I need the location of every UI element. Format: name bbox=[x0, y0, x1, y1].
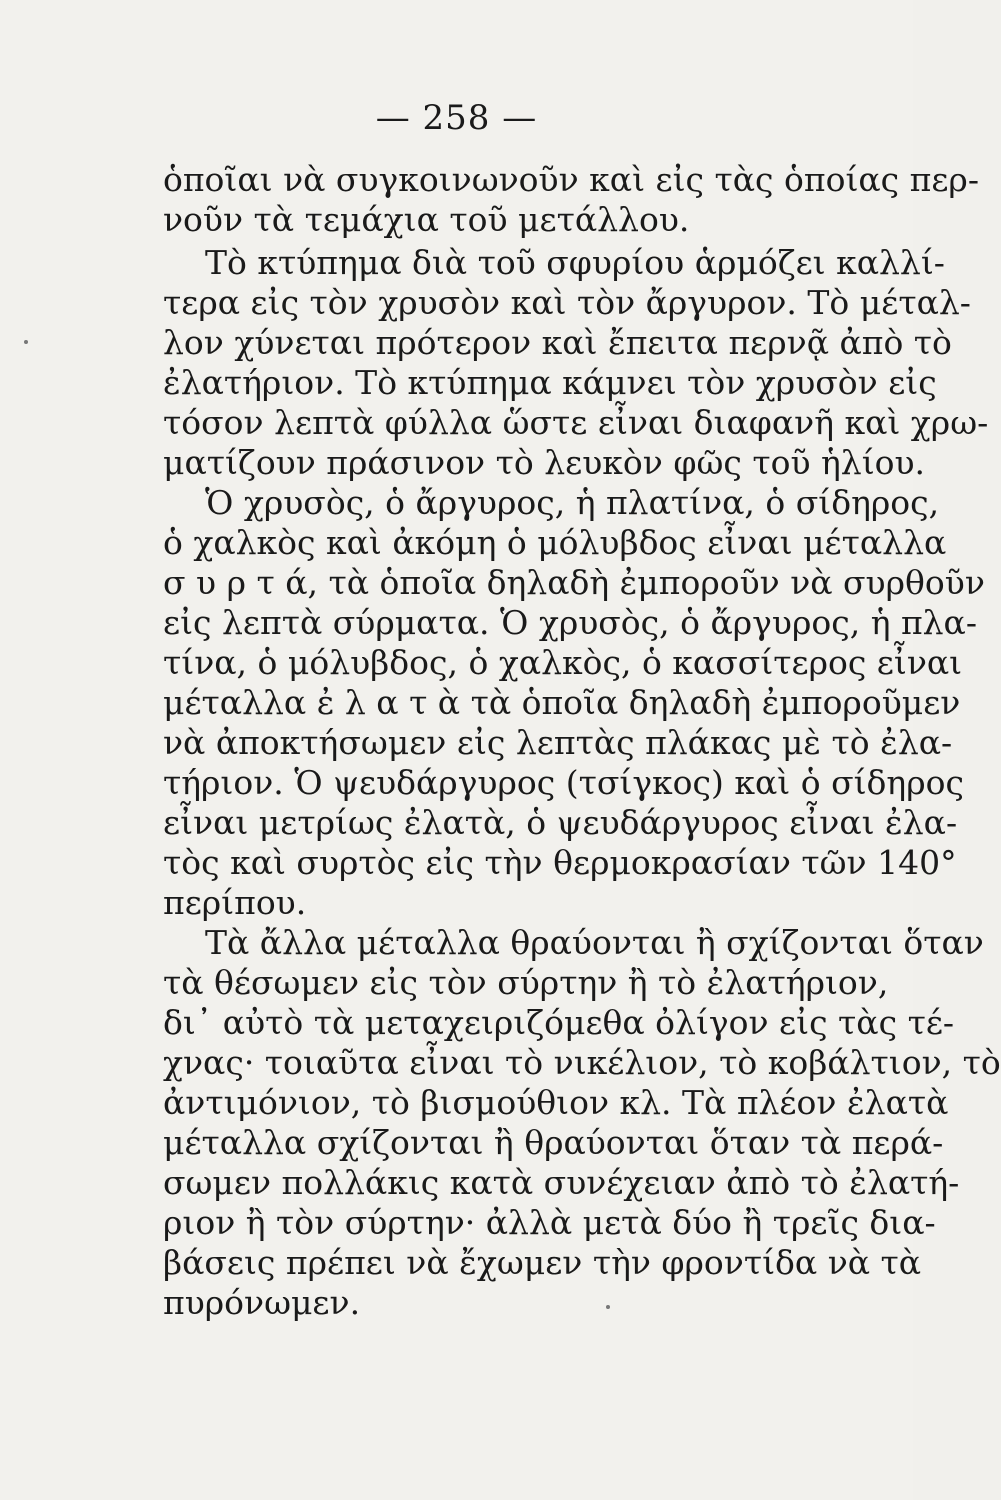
text-line: βάσεις πρέπει νὰ ἔχωμεν τὴν φροντίδα νὰ τὰ bbox=[163, 1243, 922, 1282]
text-line: τὰ θέσωμεν εἰς τὸν σύρτην ἢ τὸ ἐλατήριον, bbox=[163, 963, 889, 1002]
text-line: μέταλλα σχίζονται ἢ θραύονται ὅταν τὰ περά- bbox=[163, 1123, 944, 1162]
text-line: τὸς καὶ συρτὸς εἰς τὴν θερμοκρασίαν τῶν 140° bbox=[163, 843, 957, 882]
text-line: λον χύνεται πρότερον καὶ ἔπειτα περνᾷ ἀπὸ τὸ bbox=[163, 323, 952, 362]
text-line: Τὸ κτύπημα διὰ τοῦ σφυρίου ἁρμόζει καλλί- bbox=[205, 243, 945, 282]
text-line: χνας· τοιαῦτα εἶναι τὸ νικέλιον, τὸ κοβάλτιον, τὸ bbox=[163, 1043, 1001, 1082]
text-line: δι᾽ αὐτὸ τὰ μεταχειριζόμεθα ὀλίγον εἰς τὰς τέ- bbox=[163, 1003, 955, 1042]
text-line: ὁ χαλκὸς καὶ ἀκόμη ὁ μόλυβδος εἶναι μέταλλα bbox=[163, 523, 947, 562]
text-line: Ὁ χρυσὸς, ὁ ἄργυρος, ἡ πλατίνα, ὁ σίδηρος, bbox=[205, 483, 940, 522]
text-line: περίπου. bbox=[163, 883, 307, 922]
text-line: ὁποῖαι νὰ συγκοινωνοῦν καὶ εἰς τὰς ὁποίας περ- bbox=[163, 160, 979, 199]
text-line: σ υ ρ τ ά, τὰ ὁποῖα δηλαδὴ ἐμποροῦν νὰ συρθοῦν bbox=[163, 563, 985, 602]
text-line: τόσον λεπτὰ φύλλα ὥστε εἶναι διαφανῆ καὶ χρω- bbox=[163, 403, 989, 442]
text-line: Τὰ ἄλλα μέταλλα θραύονται ἢ σχίζονται ὅταν bbox=[205, 923, 984, 962]
paper-speck bbox=[606, 1305, 610, 1309]
text-line: πυρόνωμεν. bbox=[163, 1283, 361, 1322]
text-line: τίνα, ὁ μόλυβδος, ὁ χαλκὸς, ὁ κασσίτερος εἶναι bbox=[163, 643, 963, 682]
text-line: σωμεν πολλάκις κατὰ συνέχειαν ἀπὸ τὸ ἐλατή- bbox=[163, 1163, 960, 1202]
paper-speck bbox=[24, 340, 28, 344]
text-line: τερα εἰς τὸν χρυσὸν καὶ τὸν ἄργυρον. Τὸ μέταλ- bbox=[163, 283, 971, 322]
text-line: νὰ ἀποκτήσωμεν εἰς λεπτὰς πλάκας μὲ τὸ ἐλα- bbox=[163, 723, 953, 762]
text-line: ἐλατήριον. Τὸ κτύπημα κάμνει τὸν χρυσὸν εἰς bbox=[163, 363, 937, 402]
text-line: ματίζουν πράσινον τὸ λευκὸν φῶς τοῦ ἡλίου. bbox=[163, 443, 926, 482]
text-line: ἀντιμόνιον, τὸ βισμούθιον κλ. Τὰ πλέον ἐλατὰ bbox=[163, 1083, 949, 1122]
text-line: νοῦν τὰ τεμάχια τοῦ μετάλλου. bbox=[163, 200, 690, 239]
text-line: τήριον. Ὁ ψευδάργυρος (τσίγκος) καὶ ὁ σίδηρος bbox=[163, 763, 964, 802]
text-line: εἶναι μετρίως ἐλατὰ, ὁ ψευδάργυρος εἶναι ἐλα- bbox=[163, 803, 958, 842]
text-line: εἰς λεπτὰ σύρματα. Ὁ χρυσὸς, ὁ ἄργυρος, ἡ πλα- bbox=[163, 603, 977, 642]
text-line: μέταλλα ἐ λ α τ ὰ τὰ ὁποῖα δηλαδὴ ἐμποροῦμεν bbox=[163, 683, 961, 722]
text-line: ριον ἢ τὸν σύρτην· ἀλλὰ μετὰ δύο ἢ τρεῖς δια- bbox=[163, 1203, 936, 1242]
page-number: — 258 — bbox=[375, 98, 538, 138]
